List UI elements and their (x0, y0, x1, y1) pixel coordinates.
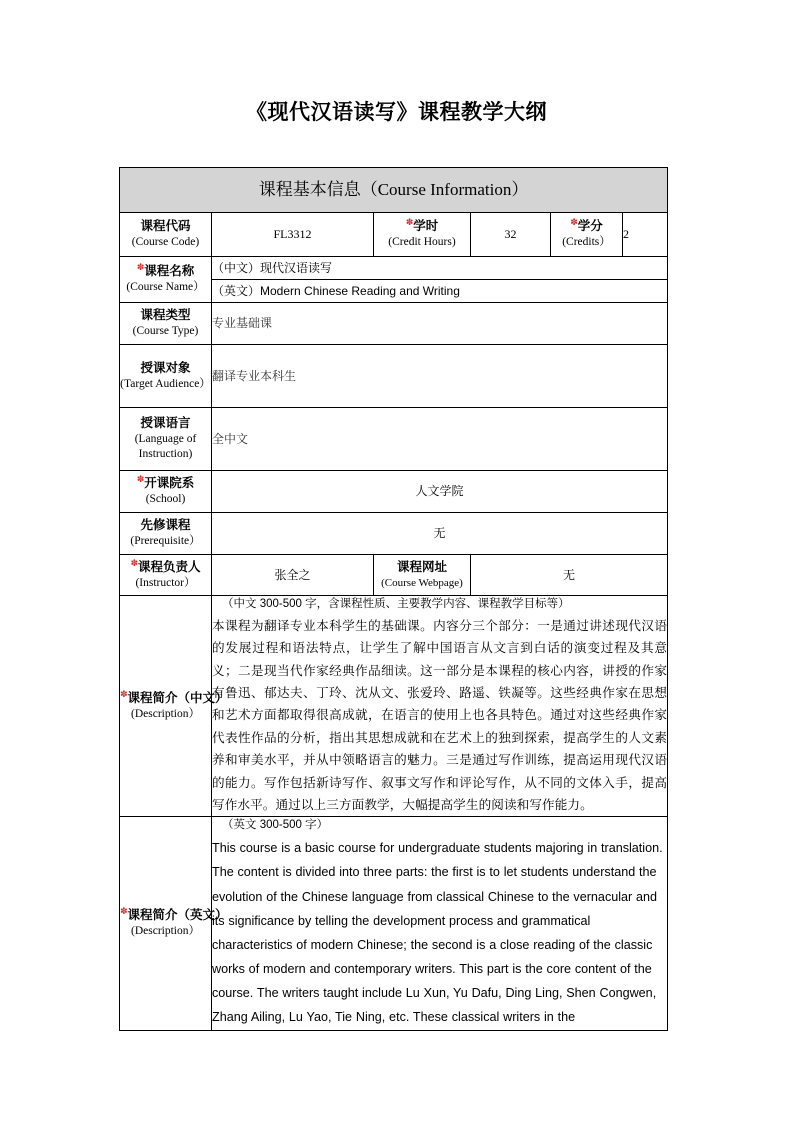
value-credit-hours: 32 (471, 213, 551, 257)
table-header-cell (120, 168, 668, 213)
course-information-table (119, 167, 668, 1031)
label-description-cn-label: ✽课程简介（中文） (120, 688, 228, 706)
value-prerequisite: 无 (212, 513, 668, 555)
label-language-cn: 授课语言 (140, 416, 191, 431)
label-course-code (120, 213, 212, 257)
label-course-webpage (374, 555, 471, 596)
required-marker-icon: ✽ (136, 262, 145, 273)
required-marker-icon: ✽ (136, 474, 145, 485)
table-row (120, 257, 668, 280)
value-description-cn (212, 596, 668, 817)
label-course-webpage-en: (Course Webpage) (381, 577, 463, 590)
value-course-webpage: 无 (471, 555, 668, 596)
description-cn-body: 本课程为翻译专业本科学生的基础课。内容分三个部分：一是通过讲述现代汉语的发展过程和语法特点，让学生了解中国语言从文言到白话的演变过程及其意义；二是现当代作家经典作品细读。这一部分是本课程的核心内容，讲授的作家有鲁迅、郁达夫、丁玲、沈从文、张爱玲、路遥、铁凝等。这些经典作家在思想和艺术方面都取得很高成就，在语言的使用上也各具特色。通过对这些经典作家代表性作品的分析，指出其思想成就和在艺术上的独到探索，提高学生的人文素养和审美水平，并从中领略语言的魅力。三是通过写作训练，提高运用现代汉语的能力。写作包括新诗写作、叙事文写作和评论写作，从不同的文体入手，提高写作水平。通过以上三方面教学，大幅提高学生的阅读和写作能力。 (212, 618, 668, 813)
label-language (120, 408, 212, 471)
label-course-type-cn: 课程类型 (140, 308, 191, 323)
table-header-label-en: （Course Information） (360, 179, 529, 199)
label-instructor (120, 555, 212, 596)
label-credits-cn: ✽学分 (570, 217, 603, 234)
table-row (120, 471, 668, 513)
label-course-type-en: (Course Type) (132, 325, 199, 338)
required-marker-icon: ✽ (120, 906, 128, 917)
table-row (120, 555, 668, 596)
label-course-code-en: (Course Code) (131, 236, 200, 249)
label-school-cn: ✽开课院系 (136, 474, 195, 491)
label-target-audience-en: (Target Audience） (120, 377, 211, 390)
value-course-name-en: （英文）Modern Chinese Reading and Writing (212, 280, 668, 303)
label-course-name (120, 257, 212, 303)
label-description-en (120, 817, 228, 1030)
value-description-en (212, 817, 668, 1030)
value-language: 全中文 (212, 408, 668, 471)
label-description-en-en: (Description） (131, 925, 200, 938)
label-description-cn (120, 596, 228, 817)
label-target-audience-cn: 授课对象 (140, 360, 191, 375)
label-instructor-cn: ✽课程负责人 (130, 557, 201, 574)
label-course-code-cn: 课程代码 (140, 219, 191, 234)
label-credit-hours (374, 213, 471, 257)
label-description-en-label: ✽课程简介（英文） (120, 906, 228, 923)
value-course-type: 专业基础课 (212, 303, 668, 345)
table-row (120, 213, 668, 257)
table-row (120, 345, 668, 408)
label-course-name-en: (Course Name） (126, 281, 205, 294)
table-row (120, 596, 668, 817)
label-course-type (120, 303, 212, 345)
label-course-name-cn: ✽课程名称 (136, 262, 195, 279)
label-prerequisite-cn: 先修课程 (140, 518, 191, 533)
label-credit-hours-cn: ✽学时 (405, 217, 439, 234)
label-course-webpage-cn: 课程网址 (396, 560, 447, 575)
value-course-code: FL3312 (212, 213, 374, 257)
value-target-audience: 翻译专业本科生 (212, 345, 668, 408)
value-school: 人文学院 (212, 471, 668, 513)
value-credits: 2 (623, 213, 668, 257)
label-description-cn-en: (Description） (131, 707, 200, 720)
description-en-body: This course is a basic course for undergraduate students majoring in translation. The content is divided into three parts: the first is to let students understand the evolution of the Chinese language from classical Chinese to the vernacular and its significance by telling the development process and grammatical characteristics of modern Chinese; the second is a close reading of the classic works of modern and contemporary writers. This part is the core content of the course. The writers taught include Lu Xun, Yu Dafu, Ding Ling, Shen Congwen, Zhang Ailing, Lu Yao, Tie Ning, etc. These classical writers in the (212, 841, 663, 1025)
table-header-row (120, 168, 668, 213)
required-marker-icon: ✽ (405, 217, 414, 228)
page-title: 《现代汉语读写》课程教学大纲 (246, 100, 547, 124)
label-school-en: (School) (145, 493, 186, 506)
required-marker-icon: ✽ (120, 688, 128, 699)
label-credits-en: (Credits） (562, 236, 611, 249)
value-course-name-cn: （中文）现代汉语读写 (212, 257, 668, 280)
value-instructor: 张全之 (212, 555, 374, 596)
description-cn-note: （中文 300-500 字，含课程性质、主要教学内容、课程教学目标等） (222, 598, 570, 610)
label-credit-hours-en: (Credit Hours) (388, 236, 456, 249)
table-row (120, 513, 668, 555)
table-row (120, 303, 668, 345)
label-prerequisite-en: (Prerequisite） (130, 535, 201, 548)
required-marker-icon: ✽ (570, 217, 578, 228)
label-language-en: (Language of Instruction) (134, 432, 197, 461)
description-en-note: （英文 300-500 字） (222, 819, 329, 832)
required-marker-icon: ✽ (130, 557, 139, 568)
label-school (120, 471, 212, 513)
label-prerequisite (120, 513, 212, 555)
table-row (120, 817, 668, 1030)
label-credits (551, 213, 623, 257)
table-row (120, 408, 668, 471)
label-target-audience (120, 345, 212, 408)
table-header-label-cn: 课程基本信息 (258, 179, 361, 199)
label-instructor-en: (Instructor） (135, 576, 196, 589)
